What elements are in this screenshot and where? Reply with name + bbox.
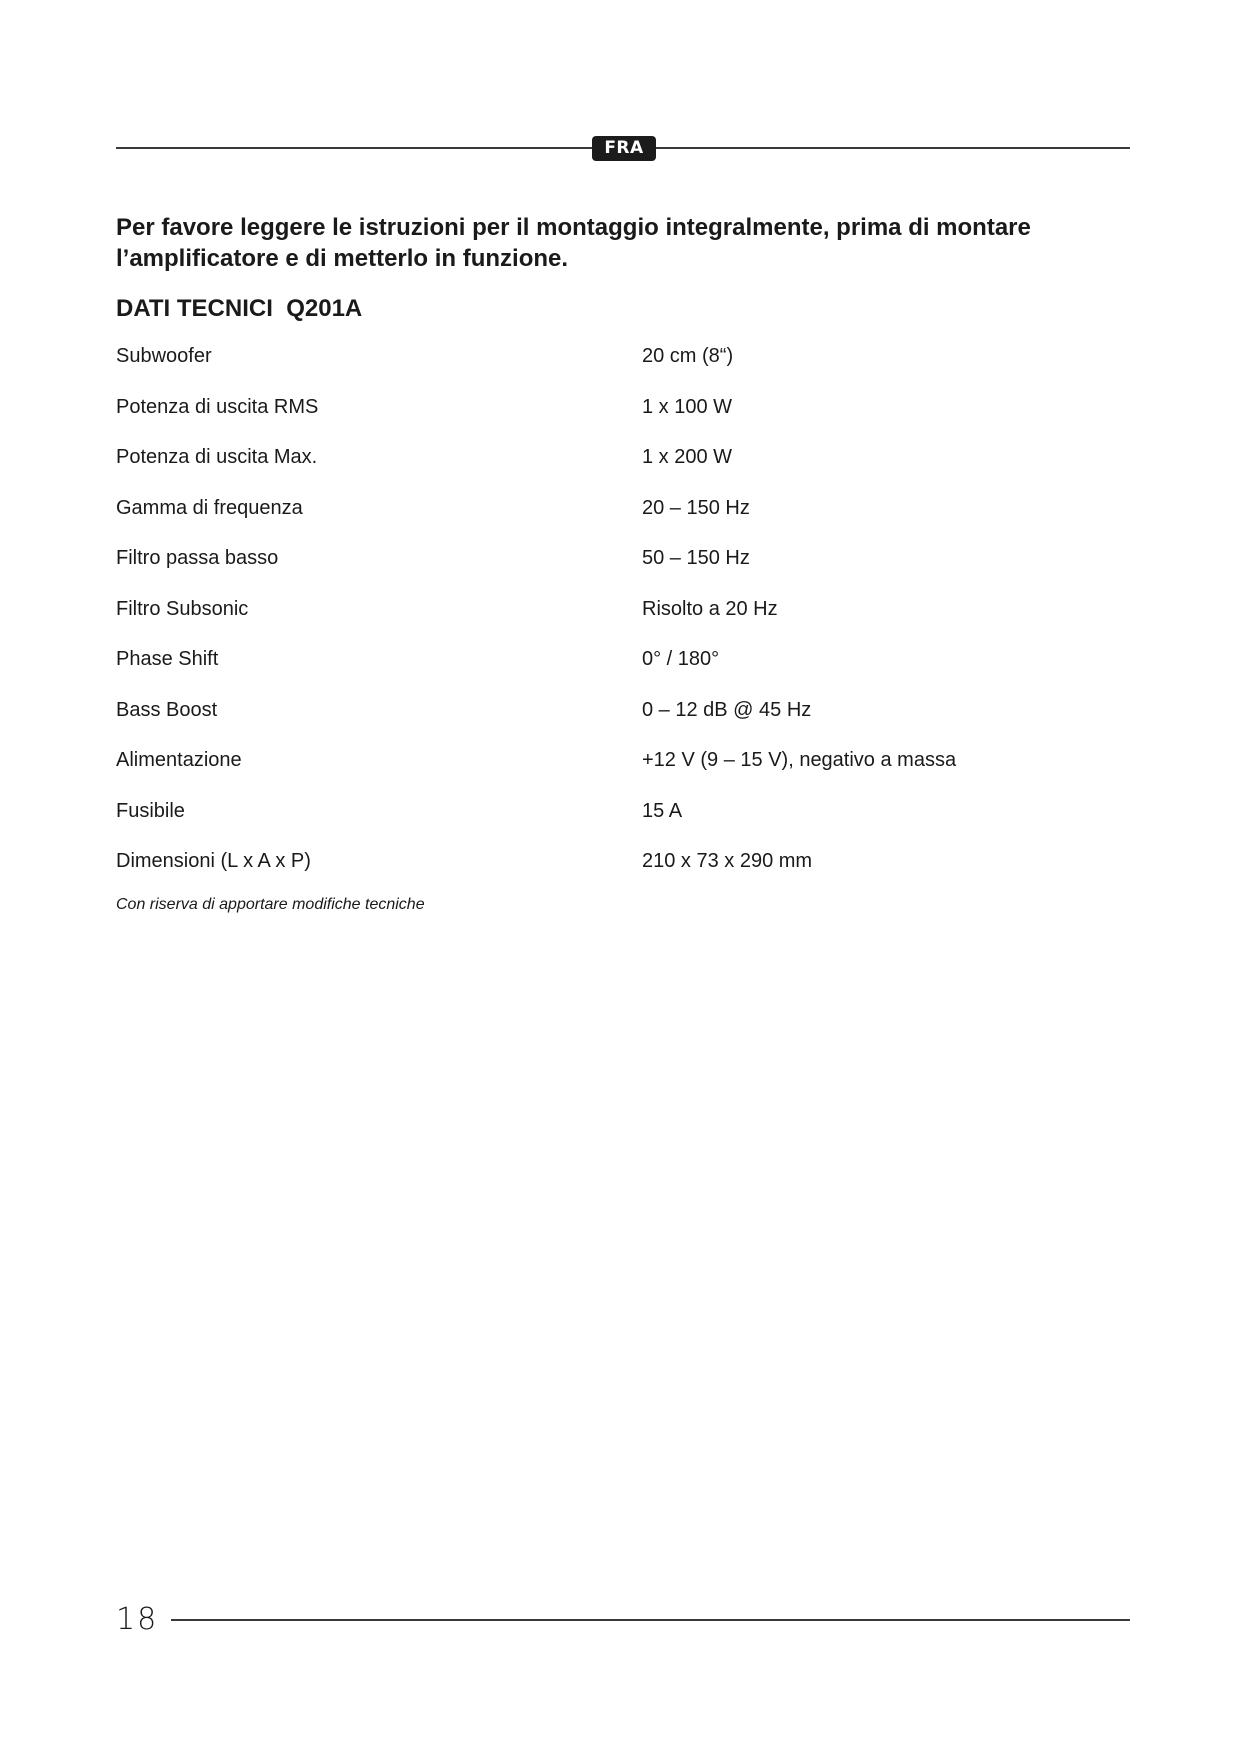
spec-label: Fusibile [116, 799, 185, 822]
spec-value: Risolto a 20 Hz [642, 597, 778, 620]
spec-value: 50 – 150 Hz [642, 547, 750, 569]
spec-label: Potenza di uscita Max. [116, 446, 318, 468]
spec-label: Potenza di uscita RMS [116, 395, 319, 418]
spec-row [116, 836, 1116, 887]
spec-label: Filtro Subsonic [116, 597, 249, 620]
footer-rule [171, 1619, 1130, 1621]
spec-row [116, 432, 1116, 483]
spec-value: 0° / 180° [642, 648, 720, 670]
language-badge: FRA [592, 136, 656, 161]
spec-row [116, 382, 1116, 433]
spec-label: Dimensioni (L x A x P) [116, 850, 311, 872]
spec-row [116, 634, 1116, 685]
spec-row [116, 685, 1116, 736]
spec-label: Bass Boost [116, 698, 218, 721]
spec-label: Filtro passa basso [116, 547, 279, 569]
spec-value: 20 cm (8“) [642, 345, 734, 367]
spec-label: Alimentazione [116, 749, 242, 771]
spec-row [116, 533, 1116, 584]
spec-row [116, 786, 1116, 837]
spec-row [116, 584, 1116, 635]
spec-row [116, 483, 1116, 534]
spec-label: Phase Shift [116, 648, 219, 670]
spec-value: 1 x 100 W [642, 395, 733, 418]
spec-value: 20 – 150 Hz [642, 496, 750, 519]
spec-table [116, 331, 1116, 887]
spec-label: Gamma di frequenza [116, 496, 303, 519]
spec-value: 15 A [642, 799, 683, 822]
page-number: 18 [116, 1602, 159, 1637]
spec-value: 0 – 12 dB @ 45 Hz [642, 698, 812, 721]
spec-row [116, 735, 1116, 786]
spec-value: 1 x 200 W [642, 446, 733, 468]
spec-value: +12 V (9 – 15 V), negativo a massa [642, 749, 957, 771]
section-title: DATI TECNICI Q201A [116, 295, 363, 322]
spec-label: Subwoofer [116, 345, 212, 367]
intro-text: Per favore leggere le istruzioni per il montaggio integralmente, prima di montare l’amplificatore e di metterlo in funzione. [116, 214, 1031, 272]
spec-row [116, 331, 1116, 382]
disclaimer-note: Con riserva di apportare modifiche tecniche [116, 896, 425, 913]
spec-value: 210 x 73 x 290 mm [642, 850, 813, 872]
